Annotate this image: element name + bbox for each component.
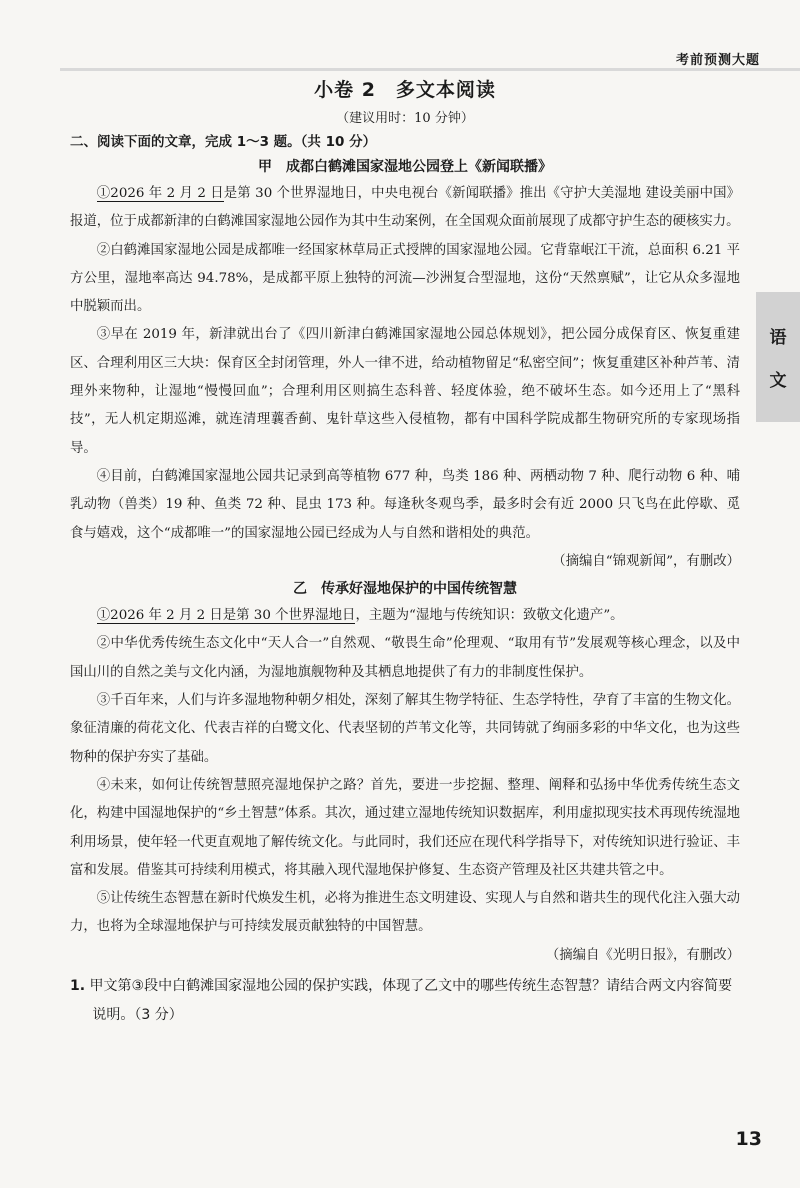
- question-number: 1.: [70, 978, 86, 995]
- page-title: 小卷 2 多文本阅读: [314, 79, 496, 101]
- page-number: 13: [735, 1128, 762, 1150]
- side-tab-char-2: 文: [769, 371, 787, 391]
- side-tab-char-1: 语: [769, 328, 787, 348]
- section-tag: 考前预测大题: [675, 53, 760, 68]
- question-1: [70, 972, 740, 1030]
- article-a-paragraph-2: ②白鹤滩国家湿地公园是成都唯一经国家林草局正式授牌的国家湿地公园。它背靠岷江干流，总面积 6.21 平方公里，湿地率高达 94.78%，是成都平原上独特的河流—沙洲复合型湿地，这份“天然禀赋”，让它从众多湿地中脱颖而出。: [70, 242, 740, 315]
- article-a-paragraph-4: ④目前，白鹤滩国家湿地公园共记录到高等植物 677 种，鸟类 186 种、两栖动物 7 种、爬行动物 6 种、哺乳动物（兽类）19 种、鱼类 72 种、昆虫 173 种。每逢秋冬观鸟季，最多时会有近 2000 只飞鸟在此停歇、觅食与嬉戏，这个“成都唯一”的国家湿地公园已经成为人与自然和谐相处的典范。: [70, 468, 740, 541]
- article-a-title: 甲 成都白鹤滩国家湿地公园登上《新闻联播》: [258, 159, 552, 175]
- underlined-date: ①2026 年 2 月 2 日: [96, 186, 224, 201]
- article-b-paragraph-5: ⑤让传统生态智慧在新时代焕发生机，必将为推进生态文明建设、实现人与自然和谐共生的现代化注入强大动力，也将为全球湿地保护与可持续发展贡献独特的中国智慧。: [70, 891, 740, 935]
- header-divider: [60, 68, 800, 71]
- time-suggestion: （建议用时：10 分钟）: [336, 111, 474, 126]
- article-b-paragraph-2: ②中华优秀传统生态文化中“天人合一”自然观、“敬畏生命”伦理观、“取用有节”发展观等核心理念，以及中国山川的自然之美与文化内涵，为湿地旗舰物种及其栖息地提供了有力的非制度性保护。: [70, 636, 740, 680]
- article-a-paragraph-1-text: 是第 30 个世界湿地日，中央电视台《新闻联播》推出《守护大美湿地 建设美丽中国》报道，位于成都新津的白鹤滩国家湿地公园作为其中生动案例，在全国观众面前展现了成都守护生态的硬核实力。: [70, 186, 740, 230]
- article-b-paragraph-3: ③千百年来，人们与许多湿地物种朝夕相处，深刻了解其生物学特征、生态学特性，孕育了丰富的生物文化。象征清廉的荷花文化、代表吉祥的白鹭文化、代表坚韧的芦苇文化等，共同铸就了绚丽多彩的中华文化，也为这些物种的保护夯实了基础。: [70, 693, 740, 765]
- article-a-source: （摘编自“锦观新闻”，有删改）: [552, 553, 740, 569]
- article-b-paragraph-1: [70, 602, 740, 630]
- article-b-title: 乙 传承好湿地保护的中国传统智慧: [293, 581, 517, 598]
- page-content: [70, 74, 740, 1030]
- subject-side-tab: [756, 292, 800, 422]
- article-a-paragraph-1: [70, 180, 740, 237]
- article-b-paragraph-1-text: ，主题为“湿地与传统知识：致敬文化遗产”。: [355, 608, 624, 624]
- article-b-source: （摘编自《光明日报》，有删改）: [545, 947, 740, 963]
- article-a-paragraph-3: ③早在 2019 年，新津就出台了《四川新津白鹤滩国家湿地公园总体规划》，把公园分成保育区、恢复重建区、合理利用区三大块：保育区全封闭管理，外人一律不进，给动植物留足“私密空间”；恢复重建区补种芦苇、清理外来物种，让湿地“慢慢回血”；合理利用区则搞生态科普、轻度体验，绝不破坏生态。如今还用上了“黑科技”，无人机定期巡滩，就连清理蘘香蓟、鬼针草这些入侵植物，都有中国科学院成都生物研究所的专家现场指导。: [70, 327, 740, 456]
- question-text: 甲文第③段中白鹤滩国家湿地公园的保护实践，体现了乙文中的哪些传统生态智慧？请结合两文内容简要说明。（3 分）: [89, 978, 733, 1024]
- article-b-paragraph-4: ④未来，如何让传统智慧照亮湿地保护之路？首先，要进一步挖掘、整理、阐释和弘扬中华优秀传统生态文化，构建中国湿地保护的“乡土智慧”体系。其次，通过建立湿地传统知识数据库，利用虚拟现实技术再现传统湿地利用场景，使年轻一代更直观地了解传统文化。与此同时，我们还应在现代科学指导下，对传统知识进行验证、丰富和发展。借鉴其可持续利用模式，将其融入现代湿地保护修复、生态资产管理及社区共建共管之中。: [70, 777, 740, 878]
- underlined-sentence: ①2026 年 2 月 2 日是第 30 个世界湿地日: [96, 608, 356, 624]
- section-instructions: 二、阅读下面的文章，完成 1～3 题。（共 10 分）: [70, 134, 377, 150]
